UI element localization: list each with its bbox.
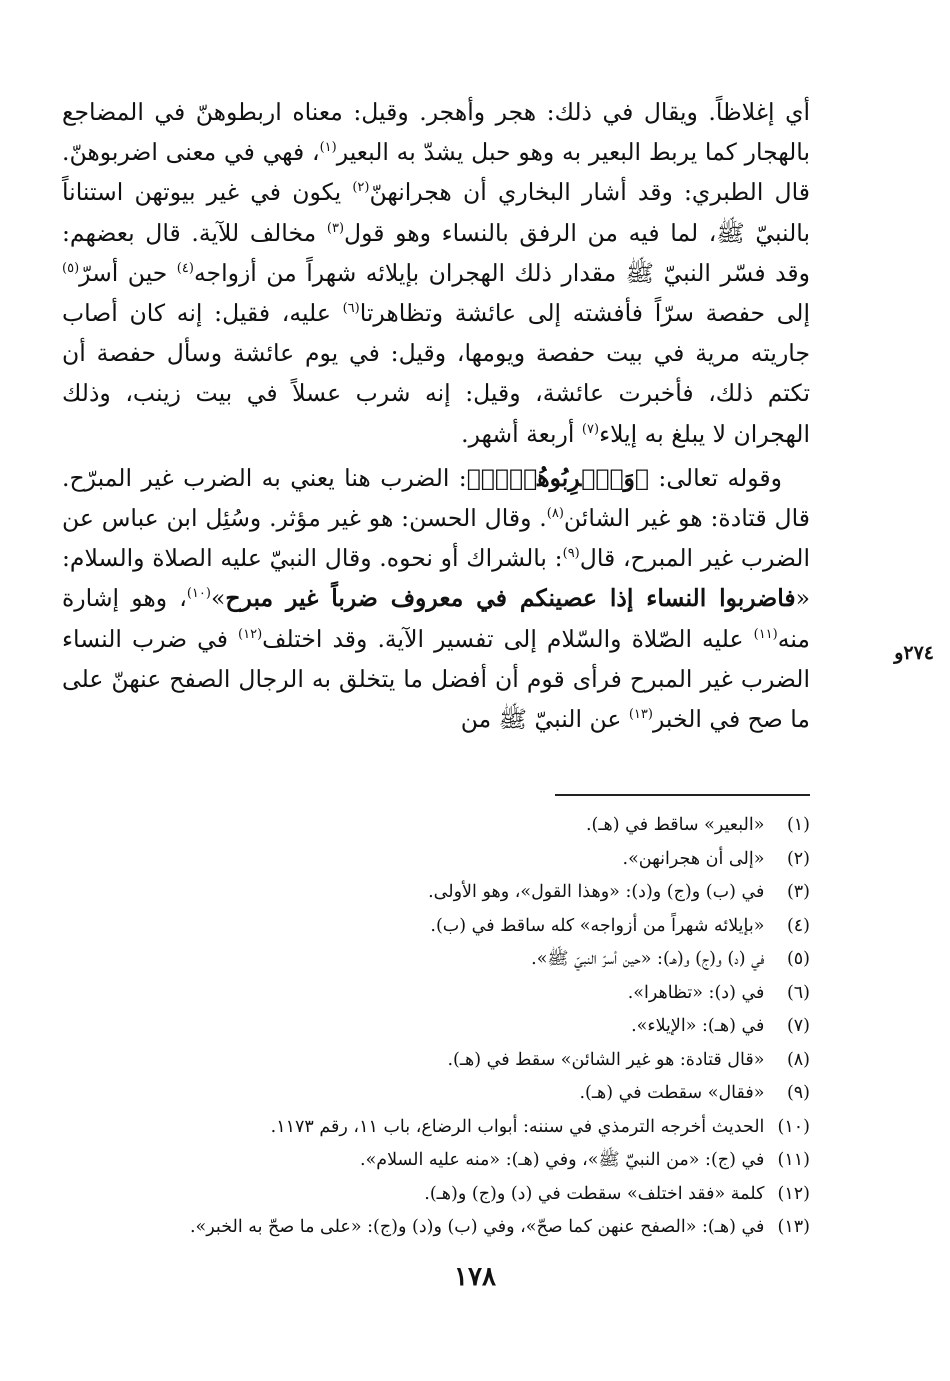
- text-segment: عن النبيّ ﷺ من: [460, 705, 629, 734]
- text-segment: مخالف للآية. قال بعضهم: وقد فسّر النبيّ ﷺ مقدار ذلك الهجران بإيلائه شهراً من أزواجه: [62, 218, 810, 287]
- footnote-ref: (٤): [176, 260, 194, 276]
- footnote-text: «قال قتادة: هو غير الشائن» سقط في (هـ).: [447, 1049, 765, 1070]
- footnote: [62, 1044, 810, 1078]
- footnotes: [62, 809, 810, 1245]
- footnote-text: «البعير» ساقط في (هـ).: [585, 815, 765, 835]
- footnote: [62, 1144, 810, 1178]
- footnote-text: في (د) و(ج) و(هـ): «حين أسرّ النبيّ ﷺ».: [531, 949, 765, 969]
- text-segment: عليه الصّلاة والسّلام إلى تفسير الآية. وقد اختلف: [262, 624, 754, 653]
- footnote-text: كلمة «فقد اختلف» سقطت في (د) و(ج) و(هـ).: [424, 1183, 765, 1204]
- footnote-ref: (٧): [581, 421, 600, 437]
- text-segment: أي إغلاظاً. ويقال في ذلك: هجر وأهجر. وقيل: معناه اربطوهنّ في المضاجع بالهجار كما يربط البعير به وهو حبل يشدّ به البعير: [62, 98, 810, 167]
- footnote: [62, 809, 810, 843]
- footnote-number: (٦): [786, 982, 810, 1003]
- footnote-ref: (١١): [753, 626, 778, 642]
- text-segment: ، فهي في معنى اضربوهنّ. قال الطبري: وقد أشار البخاري أن هجرانهنّ: [62, 138, 810, 207]
- text-segment: في ضرب النساء الضرب غير المبرح فرأى قوم أن أفضل ما يتخلق به الرجال الصفح عنهنّ على ما صح في الخبر: [62, 624, 810, 734]
- footnote: [62, 977, 810, 1011]
- text-segment: »: [210, 584, 226, 613]
- footnote-number: (١): [786, 815, 810, 835]
- footnote: [62, 843, 810, 877]
- footnote-ref: (١): [319, 140, 337, 156]
- text-segment: : بالشراك أو نحوه. وقال النبيّ عليه الصلاة والسلام: «: [62, 544, 811, 613]
- footnote-text: «إلى أن هجرانهن».: [622, 848, 765, 869]
- footnote-separator: [555, 794, 810, 796]
- footnote-number: (٤): [786, 915, 810, 936]
- footnote-text: «فقال» سقطت في (هـ).: [579, 1083, 765, 1103]
- footnote: [62, 1111, 810, 1145]
- paragraph-2: [62, 458, 810, 739]
- footnote-number: (١٣): [777, 1217, 810, 1237]
- footnote-number: (٣): [786, 882, 810, 902]
- hadith-quote: فاضربوا النساء إذا عصينكم في معروف ضرباً غير مبرح: [225, 584, 796, 613]
- footnote: [62, 1010, 810, 1044]
- text-segment: . وقال الحسن: هو غير مؤثر. وسُئِل ابن عباس عن الضرب غير المبرح، قال: [62, 504, 810, 573]
- footnote: [62, 1211, 810, 1245]
- text-segment: ، وهو إشارة منه: [62, 584, 811, 653]
- footnote: [62, 1178, 810, 1212]
- footnote: [62, 876, 810, 910]
- quran-quote: ﴿وَٱضۡرِبُوهُنَّۖ﴾: [466, 463, 650, 492]
- footnote-ref: (٦): [342, 301, 360, 317]
- footnote-ref: (٣): [326, 220, 345, 236]
- page-number: ١٧٨: [454, 1262, 496, 1292]
- footnote-ref: (١٢): [238, 626, 263, 642]
- text-segment: إلى حفصة سرّاً فأفشته إلى عائشة وتظاهرتا: [359, 299, 810, 328]
- footnote-ref: (٨): [546, 506, 564, 522]
- footnote-number: (٥): [786, 949, 810, 969]
- footnote-text: في (هـ): «الصفح عنهن كما صحّ»، وفي (ب) و(د) و(ج): «على ما صحّ به الخبر».: [189, 1217, 765, 1237]
- text-segment: يكون في غير بيوتهن استناناً بالنبيّ ﷺ، لما فيه من الرفق بالنساء وهو قول: [62, 178, 810, 247]
- footnote: [62, 910, 810, 944]
- text-segment: أربعة أشهر.: [461, 419, 582, 448]
- footnote-ref: (١٠): [186, 586, 211, 602]
- text-segment: حين أسرّ: [79, 258, 177, 287]
- paragraph-1: [62, 92, 810, 454]
- footnote-number: (٩): [786, 1083, 810, 1103]
- footnote-text: في (د): «تظاهرا».: [627, 982, 765, 1003]
- footnote-text: في (ب) و(ج) و(د): «وهذا القول»، وهو الأولى.: [428, 882, 765, 902]
- footnote: [62, 943, 810, 977]
- footnote-number: (١١): [777, 1150, 810, 1170]
- footnote-number: (٨): [786, 1049, 810, 1070]
- footnote-ref: (٩): [562, 546, 580, 562]
- footnote-text: «بإيلائه شهراً من أزواجه» كله ساقط في (ب).: [430, 915, 765, 936]
- footnote-number: (١٢): [777, 1183, 810, 1204]
- text-segment: : الضرب هنا يعني به الضرب غير المبرّح. قال قتادة: هو غير الشائن: [62, 463, 810, 533]
- text-segment: عليه، فقيل: إنه كان أصاب جاريته مرية في بيت حفصة ويومها، وقيل: في يوم عائشة وسأل حفصة أن تكتم ذلك، فأخبرت عائشة، وقيل: إنه شرب عسلاً في بيت زينب، وذلك الهجران لا يبلغ به إيلاء: [62, 299, 810, 448]
- text-segment: وقوله تعالى:: [649, 463, 783, 492]
- footnote-ref: (٢): [352, 180, 370, 196]
- manuscript-folio-marker: ٢٧٤و: [894, 642, 934, 664]
- footnote-number: (٢): [786, 848, 810, 869]
- footnote-ref: (١٣): [628, 707, 653, 723]
- footnote-text: في (هـ): «الإيلاء».: [631, 1016, 765, 1036]
- footnote-number: (٧): [786, 1016, 810, 1036]
- footnote-number: (١٠): [777, 1116, 810, 1137]
- footnote-text: الحديث أخرجه الترمذي في سننه: أبواب الرضاع، باب ١١، رقم ١١٧٣.: [270, 1116, 765, 1137]
- footnote-ref: (٥): [62, 260, 80, 276]
- footnote: [62, 1077, 810, 1111]
- footnote-text: في (ج): «من النبيّ ﷺ»، وفي (هـ): «منه عليه السلام».: [360, 1150, 765, 1170]
- main-text: [62, 92, 810, 739]
